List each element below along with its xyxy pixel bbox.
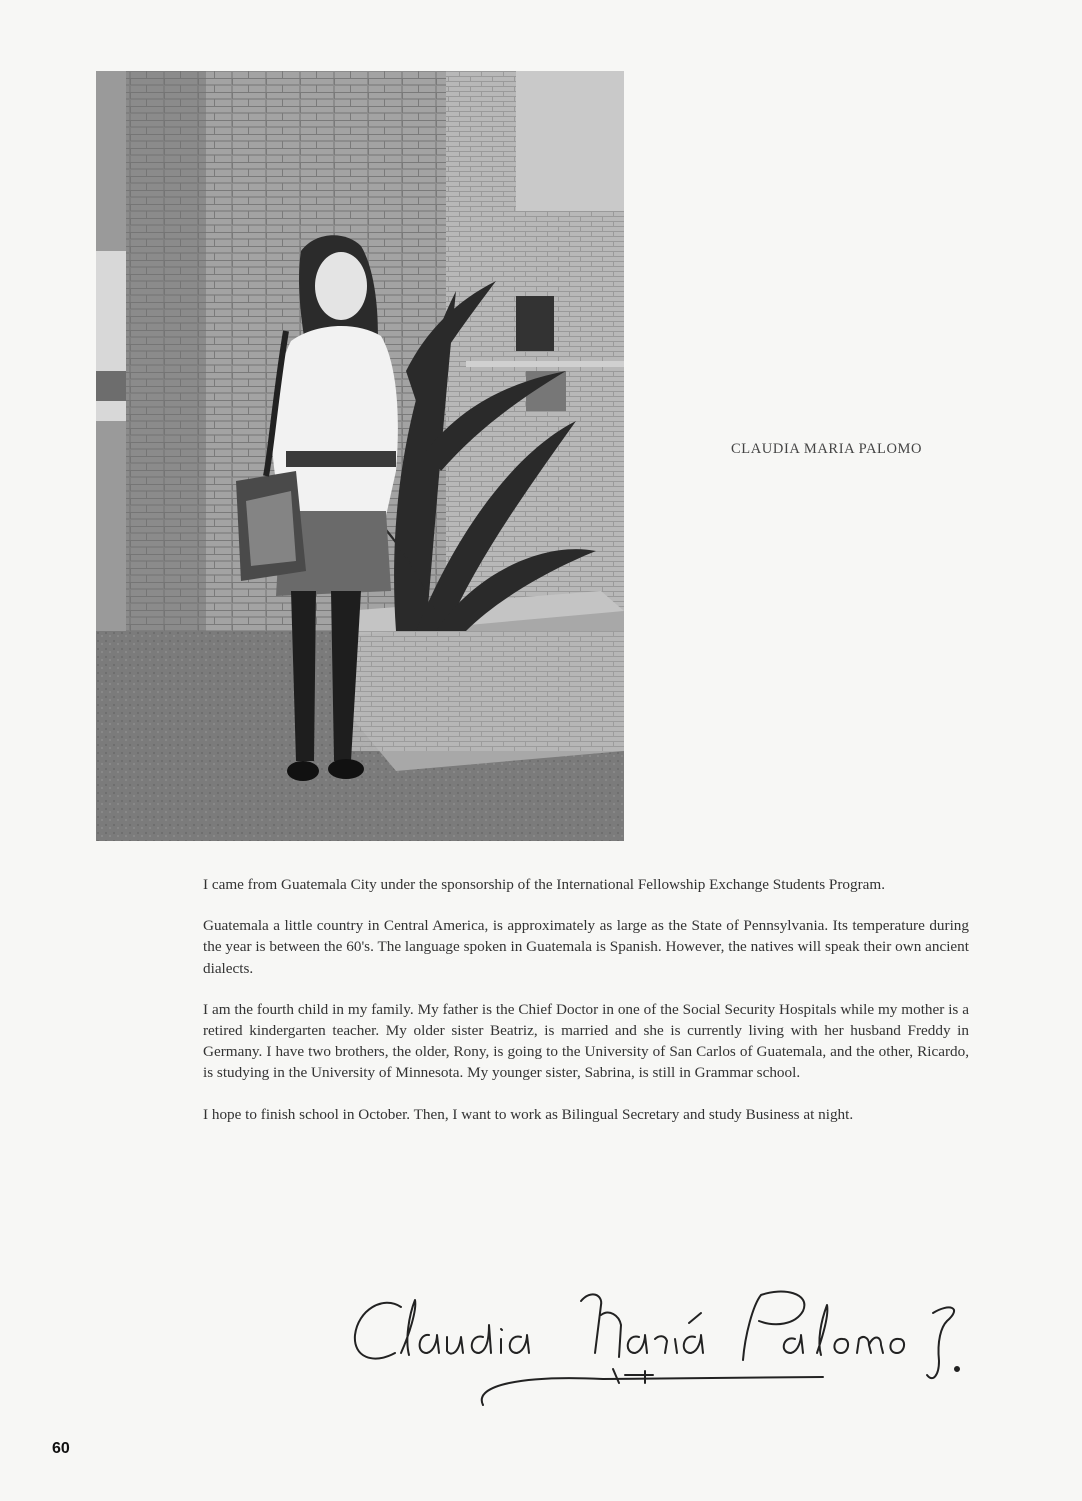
paragraph: I hope to finish school in October. Then, I want to work as Bilingual Secretary and study Business at night. <box>203 1105 854 1123</box>
photo-image <box>96 71 624 841</box>
page-number: 60 <box>52 1440 70 1457</box>
paragraph: I am the fourth child in my family. My father is the Chief Doctor in one of the Social Security Hospitals while my mother is a retired kindergarten teacher. My older sister Beatriz, is married and she is currently living with her husband Freddy in Germany. I have two brothers, the older, Rony, is going to the University of San Carlos of Guatemala, and the other, Ricardo, is studying in the University of Minnesota. My younger sister, Sabrina, is still in Grammar school. <box>203 1000 969 1082</box>
handwritten-signature <box>343 1265 983 1425</box>
paragraph: Guatemala a little country in Central America, is approximately as large as the State of Pennsylvania. Its temperature during the year is between the 60's. The language spoken in Guatemala is Spanish. However, the natives will speak their own ancient dialects. <box>203 917 969 977</box>
biography-text <box>203 874 969 1145</box>
photo-caption: CLAUDIA MARIA PALOMO <box>731 441 923 457</box>
student-photo <box>96 71 624 841</box>
paragraph: I came from Guatemala City under the sponsorship of the International Fellowship Exchange Students Program. <box>203 876 886 893</box>
